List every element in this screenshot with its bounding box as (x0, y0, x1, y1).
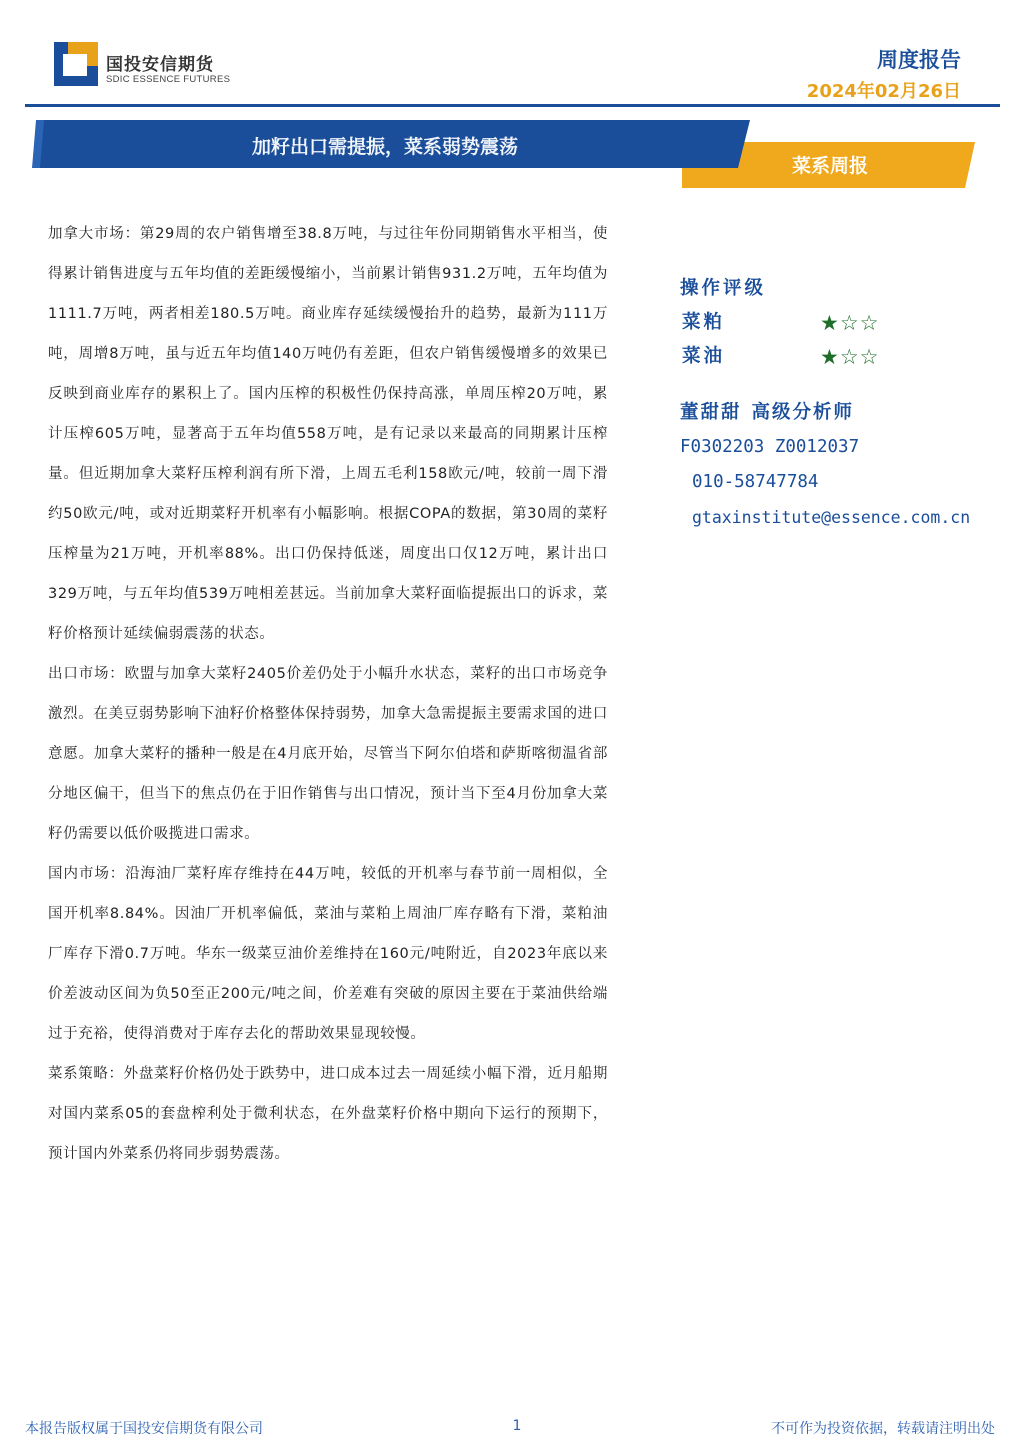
analyst-license: F0302203 Z0012037 (680, 437, 860, 457)
report-date: 2024年02月26日 (806, 81, 961, 102)
analyst-title: 高级分析师 (751, 402, 855, 423)
report-category-tag: 菜系周报 (791, 155, 868, 177)
footer-disclaimer: 不可作为投资依据，转载请注明出处 (771, 1421, 995, 1437)
paragraph-export-market: 出口市场：欧盟与加拿大菜籽2405价差仍处于小幅升水状态，菜籽的出口市场竞争激烈。在美豆弱势影响下油籽价格整体保持弱势，加拿大急需提振主要需求国的进口意愿。加拿大菜籽的播种一般是在4月底开始，尽管当下阿尔伯塔和萨斯喀彻温省部分地区偏干，但当下的焦点仍在于旧作销售与出口情况，预计当下至4月份加拿大菜籽仍需要以低价吸揽进口需求。 (48, 666, 608, 842)
star-rating (820, 340, 879, 374)
title-banner (0, 118, 1025, 190)
company-logo (54, 42, 234, 92)
analyst-line (680, 396, 1010, 430)
report-headline: 加籽出口需提振，菜系弱势震荡 (251, 136, 518, 158)
star-outline-icon: ☆ (839, 311, 860, 335)
header-divider (25, 104, 1000, 107)
analyst-email[interactable]: gtaxinstitute@essence.com.cn (692, 508, 971, 527)
rating-row-oil (680, 340, 1010, 374)
rating-title: 操作评级 (680, 278, 767, 299)
rating-row-meal (680, 306, 1010, 340)
report-type: 周度报告 (877, 48, 961, 72)
star-outline-icon: ☆ (859, 345, 880, 369)
paragraph-canada-market: 加拿大市场：第29周的农户销售增至38.8万吨，与过往年份同期销售水平相当，使得累计销售进度与五年均值的差距缓慢缩小，当前累计销售931.2万吨，五年均值为1111.7万吨，两者相差180.5万吨。商业库存延续缓慢抬升的趋势，最新为111万吨，周增8万吨，虽与近五年均值140万吨仍有差距，但农户销售缓慢增多的效果已反映到商业库存的累积上了。国内压榨的积极性仍保持高涨，单周压榨20万吨，累计压榨605万吨，显著高于五年均值558万吨，是有记录以来最高的同期累计压榨量。但近期加拿大菜籽压榨利润有所下滑，上周五毛利158欧元/吨，较前一周下滑约50欧元/吨，或对近期菜籽开机率有小幅影响。根据COPA的数据，第30周的菜籽压榨量为21万吨，开机率88%。出口仍保持低迷，周度出口仅12万吨，累计出口329万吨，与五年均值539万吨相差甚远。当前加拿大菜籽面临提振出口的诉求，菜籽价格预计延续偏弱震荡的状态。 (48, 226, 608, 642)
paragraph-domestic-market: 国内市场：沿海油厂菜籽库存维持在44万吨，较低的开机率与春节前一周相似，全国开机率8.84%。因油厂开机率偏低，菜油与菜粕上周油厂库存略有下滑，菜粕油厂库存下滑0.7万吨。华东一级菜豆油价差维持在160元/吨附近，自2023年底以来价差波动区间为负50至正200元/吨之间，价差难有突破的原因主要在于菜油供给端过于充裕，使得消费对于库存去化的帮助效果显现较慢。 (48, 866, 608, 1042)
star-outline-icon: ☆ (839, 345, 860, 369)
analyst-phone: 010-58747784 (692, 472, 819, 492)
star-rating (820, 306, 879, 340)
star-filled-icon: ★ (820, 311, 840, 335)
page-number: 1 (512, 1418, 522, 1434)
footer-copyright: 本报告版权属于国投安信期货有限公司 (25, 1421, 263, 1437)
paragraph-strategy: 菜系策略：外盘菜籽价格仍处于跌势中，进口成本过去一周延续小幅下滑，近月船期对国内菜系05的套盘榨利处于微利状态，在外盘菜籽价格中期向下运行的预期下，预计国内外菜系仍将同步弱势震荡。 (48, 1066, 608, 1162)
report-body (48, 214, 608, 1174)
analyst-name: 董甜甜 (680, 402, 742, 423)
logo-name-cn: 国投安信期货 (106, 55, 214, 75)
star-outline-icon: ☆ (859, 311, 880, 335)
logo-name-en: SDIC ESSENCE FUTURES (106, 74, 231, 85)
rating-label: 菜油 (682, 346, 726, 367)
sidebar (680, 272, 1010, 535)
rating-label: 菜粕 (682, 312, 726, 333)
star-filled-icon: ★ (820, 345, 840, 369)
sdic-logo-icon (54, 42, 98, 86)
